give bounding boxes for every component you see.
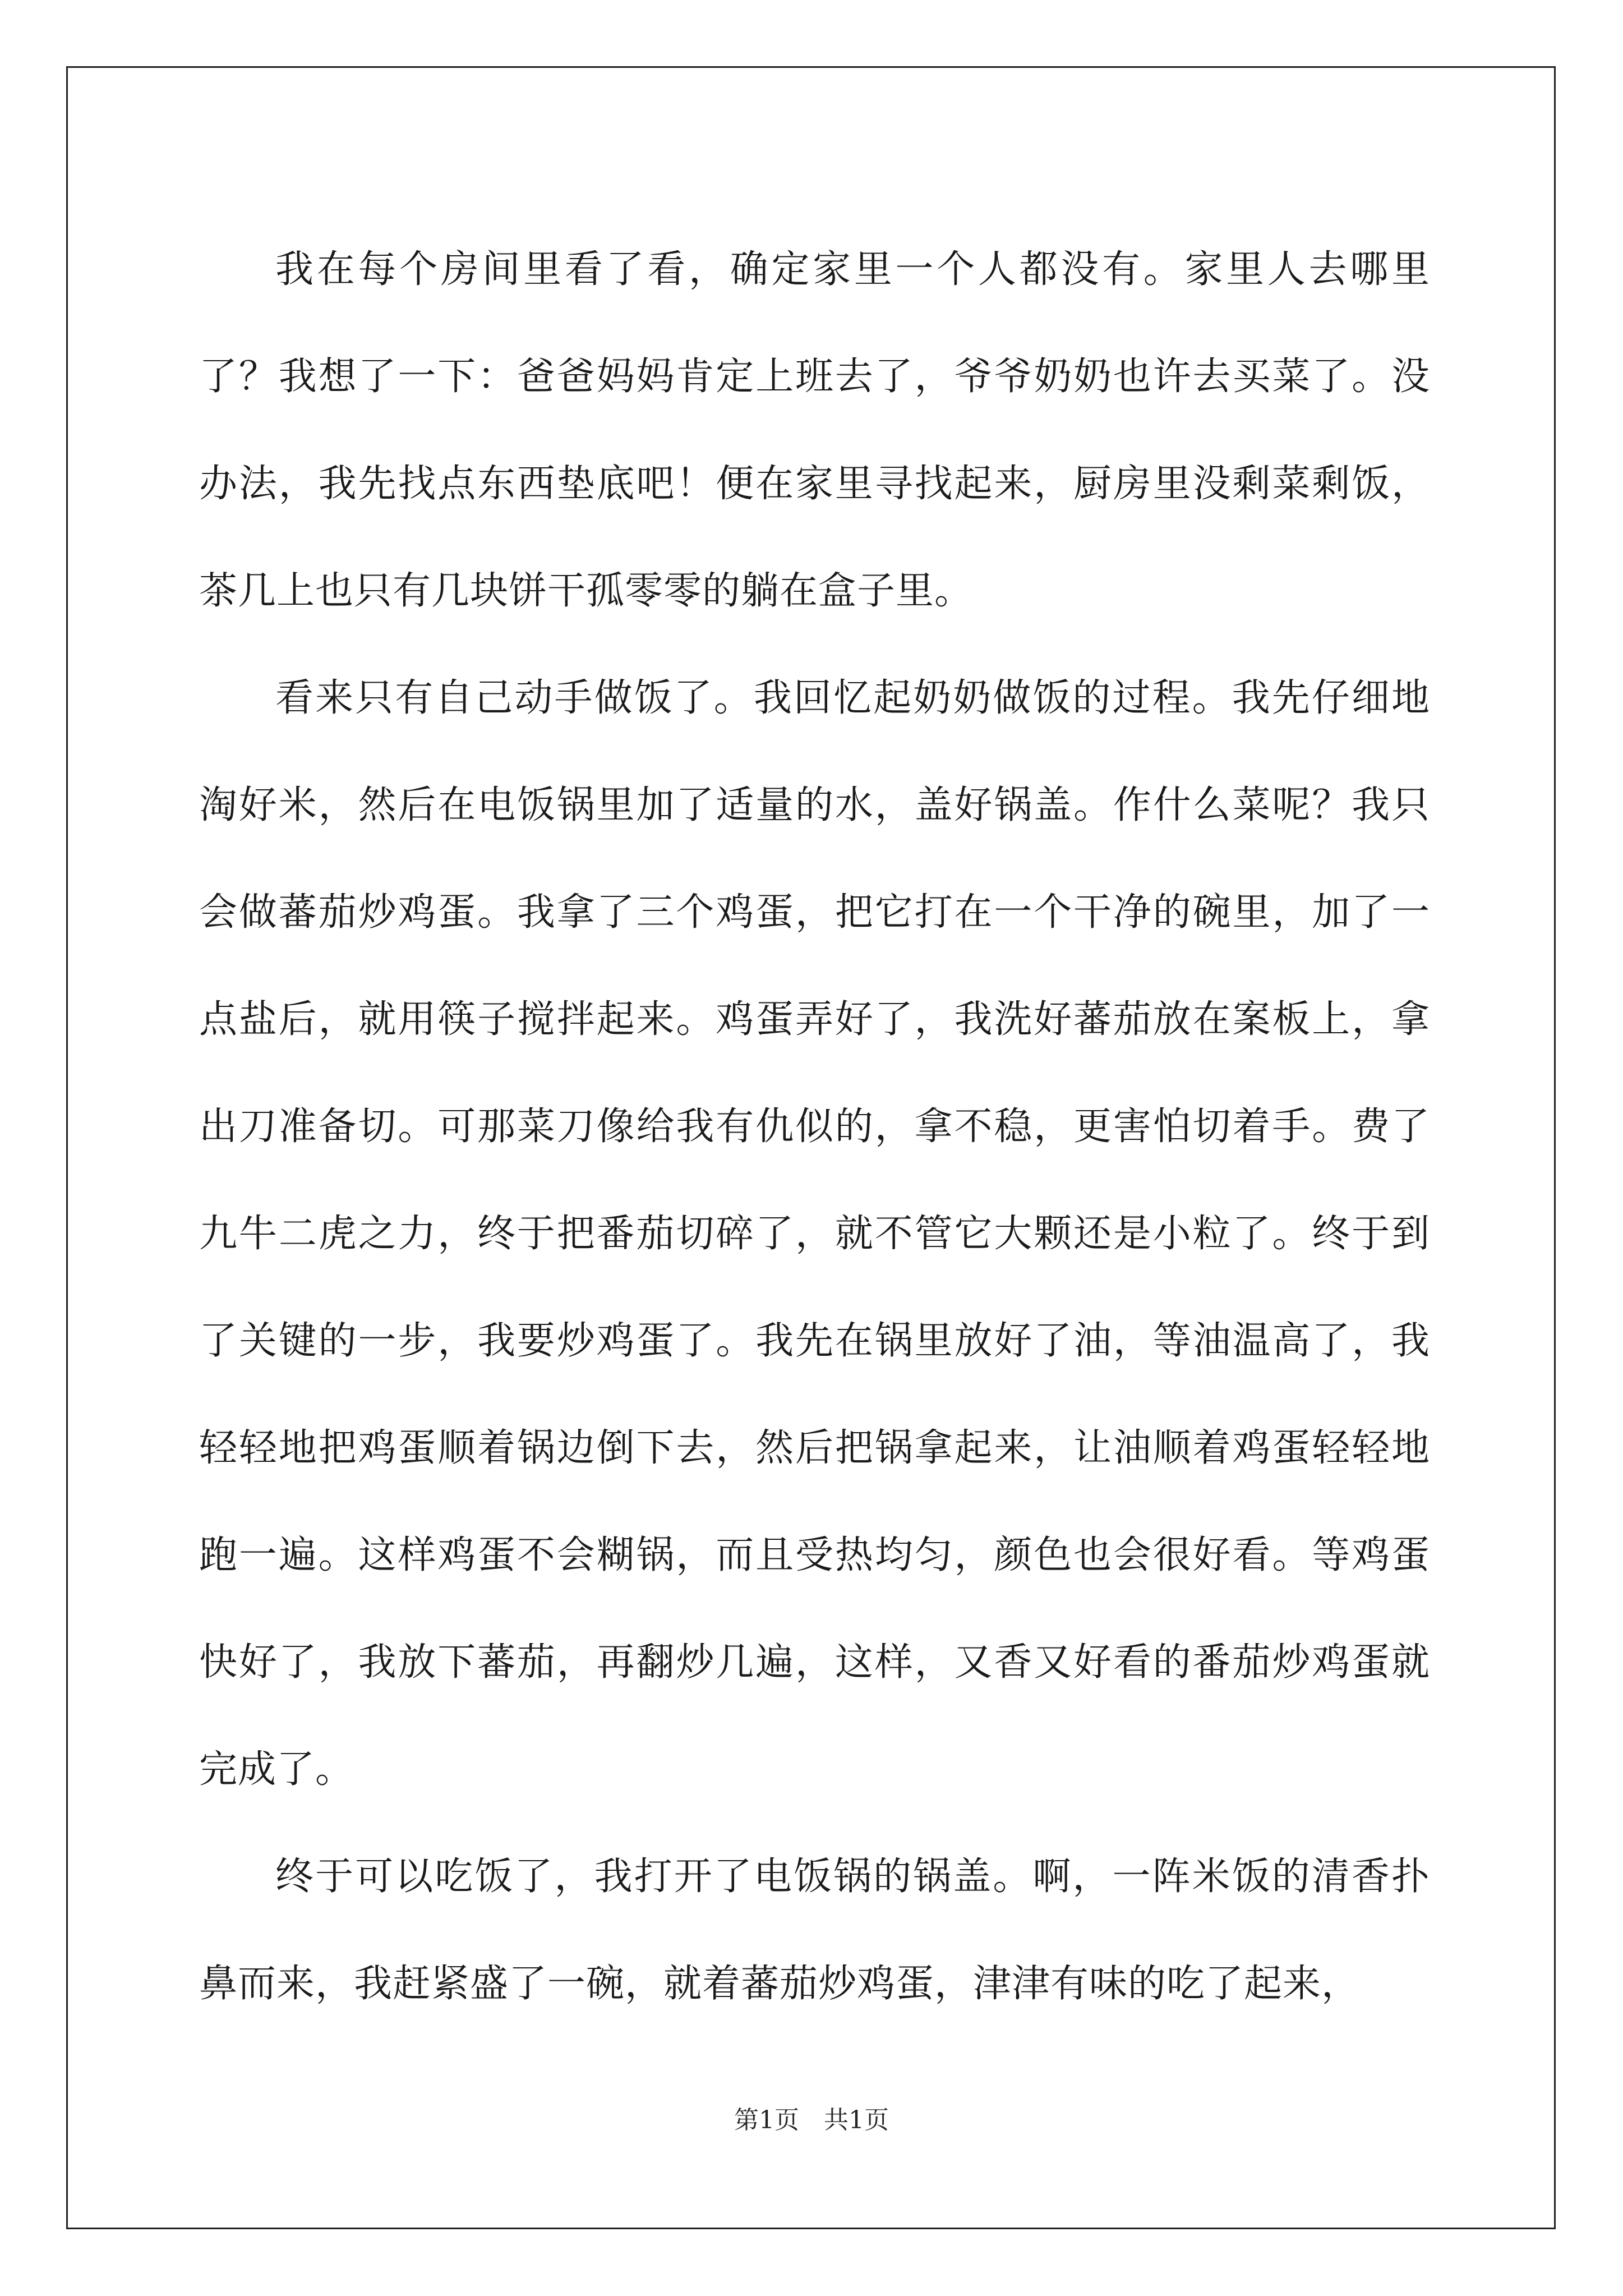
paragraph-2: 看来只有自己动手做饭了。我回忆起奶奶做饭的过程。我先仔细地淘好米，然后在电饭锅里加了适量的水，盖好锅盖。作什么菜呢？我只会做蕃茄炒鸡蛋。我拿了三个鸡蛋，把它打在一个干净的碗里，加了一点盐后，就用筷子搅拌起来。鸡蛋弄好了，我洗好蕃茄放在案板上，拿出刀准备切。可那菜刀像给我有仇似的，拿不稳，更害怕切着手。费了九牛二虎之力，终于把番茄切碎了，就不管它大颗还是小粒了。终于到了关键的一步，我要炒鸡蛋了。我先在锅里放好了油，等油温高了，我轻轻地把鸡蛋顺着锅边倒下去，然后把锅拿起来，让油顺着鸡蛋轻轻地跑一遍。这样鸡蛋不会糊锅，而且受热均匀，颜色也会很好看。等鸡蛋快好了，我放下蕃茄，再翻炒几遍，这样，又香又好看的番茄炒鸡蛋就完成了。 bbox=[199, 676, 1430, 1792]
paragraph-3: 终于可以吃饭了，我打开了电饭锅的锅盖。啊，一阵米饭的清香扑鼻而来，我赶紧盛了一碗，就着蕃茄炒鸡蛋，津津有味的吃了起来， bbox=[199, 1855, 1430, 2006]
page-number-total: 共1页 bbox=[824, 2106, 889, 2134]
page-number-current: 第1页 bbox=[734, 2106, 799, 2134]
document-body bbox=[199, 216, 1430, 2037]
page-footer bbox=[0, 2104, 1623, 2137]
paragraph-1: 我在每个房间里看了看，确定家里一个人都没有。家里人去哪里了？我想了一下：爸爸妈妈肯定上班去了，爷爷奶奶也许去买菜了。没办法，我先找点东西垫底吧！便在家里寻找起来，厨房里没剩菜剩饭，茶几上也只有几块饼干孤零零的躺在盒子里。 bbox=[199, 247, 1430, 613]
